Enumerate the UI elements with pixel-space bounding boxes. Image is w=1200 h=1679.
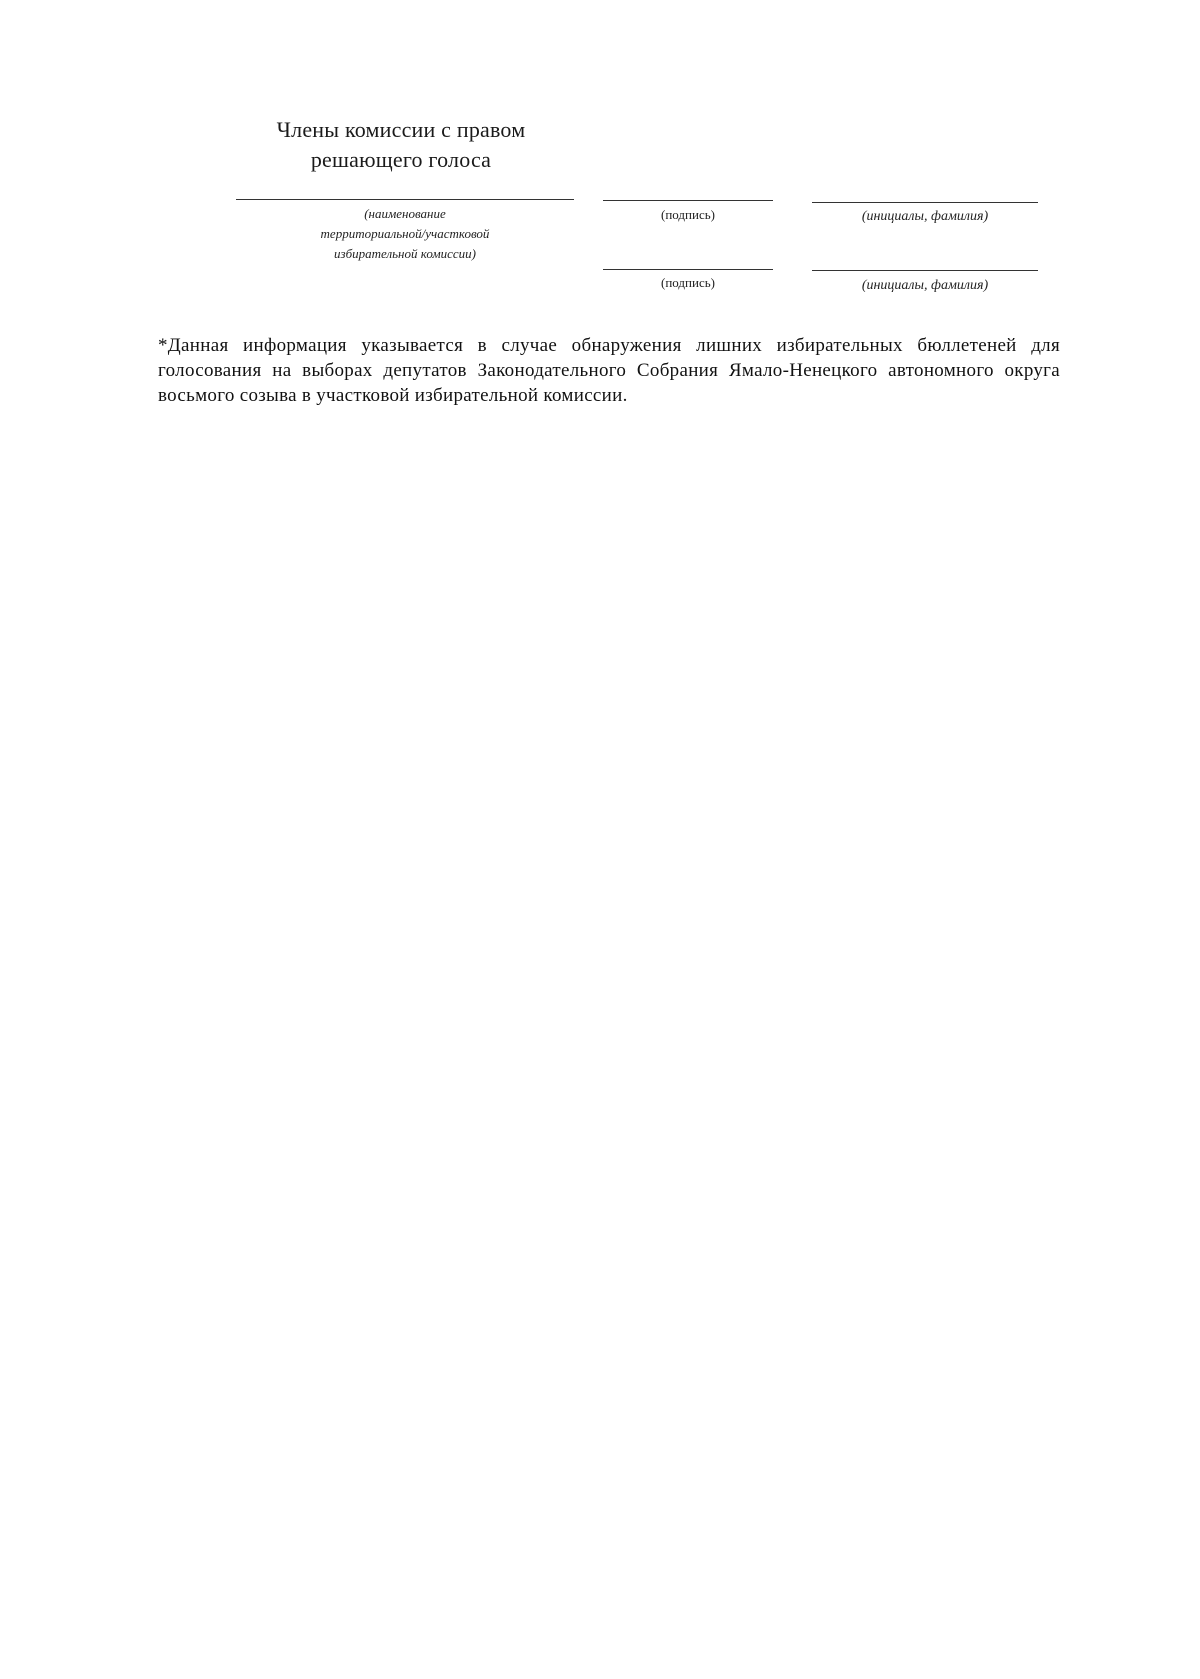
signature-line <box>603 269 773 270</box>
commission-caption-line-1: (наименование <box>364 206 446 221</box>
name-line <box>812 270 1038 271</box>
commission-caption-line-2: территориальной/участковой <box>320 226 490 241</box>
heading-line-2: решающего голоса <box>310 147 492 172</box>
footnote: *Данная информация указывается в случае обнаружения лишних избирательных бюллетеней для голосования на выборах депутатов Законодательного Собрания Ямало-Ненецкого автономного округа восьмого созыва в участковой избирательной комиссии. <box>158 335 1060 406</box>
commission-caption-line-3: избирательной комиссии) <box>334 246 476 261</box>
signature-block-heading <box>236 115 566 175</box>
signature-caption: (подпись) <box>661 275 715 290</box>
signature-line <box>603 200 773 201</box>
name-caption: (инициалы, фамилия) <box>861 209 989 224</box>
commission-name-line <box>236 199 574 200</box>
signature-caption: (подпись) <box>661 207 715 222</box>
heading-line-1: Члены комиссии с правом <box>276 117 526 142</box>
name-line <box>812 202 1038 203</box>
commission-name-caption <box>236 204 574 264</box>
name-caption: (инициалы, фамилия) <box>861 278 989 293</box>
